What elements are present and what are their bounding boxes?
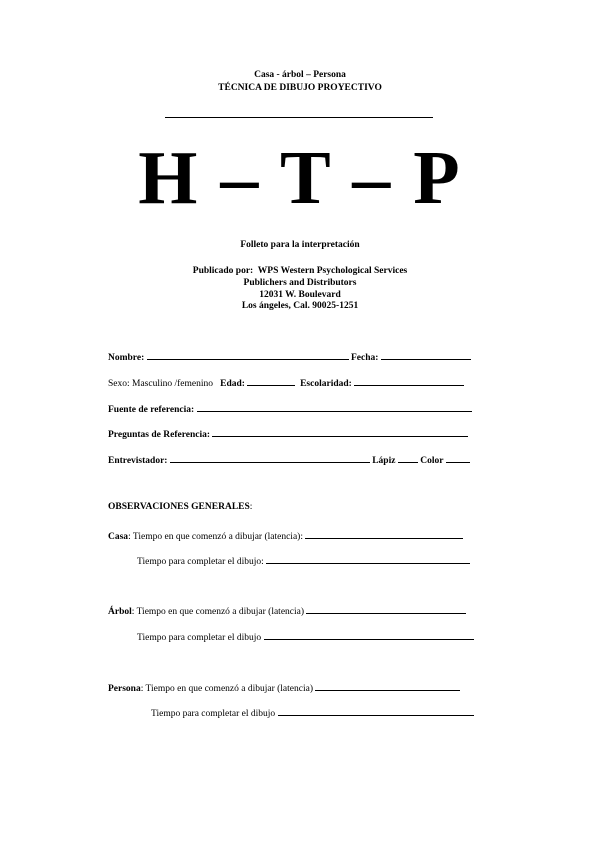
- persona-label: Persona: [108, 684, 141, 694]
- color-label: Color: [420, 456, 444, 466]
- color-field[interactable]: [446, 452, 470, 463]
- row-arbol-complete: [137, 629, 474, 643]
- fuente-field[interactable]: [197, 401, 472, 412]
- entrevistador-label: Entrevistador:: [108, 456, 168, 466]
- fuente-label: Fuente de referencia:: [108, 405, 195, 415]
- casa-label: Casa: [108, 532, 129, 542]
- publisher-line-1: [0, 266, 600, 276]
- persona-latency-field[interactable]: [315, 680, 460, 691]
- observations-heading: [108, 502, 252, 512]
- preguntas-field[interactable]: [212, 426, 468, 437]
- fecha-label: Fecha:: [350, 353, 379, 363]
- persona-latency-label: : Tiempo en que comenzó a dibujar (latencia): [140, 684, 313, 694]
- lapiz-label: Lápiz: [372, 456, 396, 466]
- nombre-label: Nombre:: [108, 353, 145, 363]
- entrevistador-field[interactable]: [170, 452, 370, 463]
- fecha-field[interactable]: [381, 349, 471, 360]
- main-title: H – T – P: [138, 136, 462, 220]
- nombre-field[interactable]: [147, 349, 349, 360]
- row-fuente: [108, 401, 472, 415]
- arbol-latency-field[interactable]: [306, 603, 466, 614]
- casa-latency-field[interactable]: [305, 528, 463, 539]
- publisher-line-2: Publichers and Distributors: [243, 278, 357, 288]
- row-arbol-latency: [108, 603, 466, 617]
- preguntas-label: Preguntas de Referencia:: [108, 430, 211, 440]
- persona-complete-label: Tiempo para completar el dibujo: [151, 709, 276, 719]
- persona-complete-field[interactable]: [278, 705, 474, 716]
- observations-title: OBSERVACIONES GENERALES: [108, 502, 250, 512]
- observations-title-colon: :: [249, 502, 253, 512]
- header-technique: TÉCNICA DE DIBUJO PROYECTIVO: [218, 83, 382, 93]
- casa-latency-label: : Tiempo en que comenzó a dibujar (latencia):: [128, 532, 303, 542]
- publisher-name: WPS Western Psychological Services: [257, 266, 408, 276]
- sexo-label: Sexo: Masculino /femenino: [108, 379, 214, 389]
- row-nombre: [108, 349, 471, 363]
- row-persona-latency: [108, 680, 460, 694]
- row-casa-latency: [108, 528, 463, 542]
- header-subtitle: Casa - árbol – Persona: [254, 70, 346, 80]
- publisher-line-3: 12031 W. Boulevard: [259, 290, 341, 300]
- edad-label: Edad:: [220, 379, 245, 389]
- casa-complete-label: Tiempo para completar el dibujo:: [137, 557, 264, 567]
- header-divider: [165, 117, 433, 118]
- arbol-complete-field[interactable]: [264, 629, 474, 640]
- edad-field[interactable]: [247, 375, 295, 386]
- escolaridad-label: Escolaridad:: [300, 379, 352, 389]
- row-persona-complete: [151, 705, 474, 719]
- row-entrevistador: [108, 452, 470, 466]
- publisher-label: Publicado por:: [192, 266, 254, 276]
- escolaridad-field[interactable]: [354, 375, 464, 386]
- lapiz-field[interactable]: [398, 452, 418, 463]
- arbol-latency-label: : Tiempo en que comenzó a dibujar (latencia): [131, 607, 305, 617]
- row-casa-complete: [137, 553, 470, 567]
- casa-complete-field[interactable]: [266, 553, 470, 564]
- row-sexo: [108, 375, 464, 389]
- publisher-line-4: Los ángeles, Cal. 90025-1251: [241, 301, 359, 311]
- row-preguntas: [108, 426, 468, 440]
- booklet-title: Folleto para la interpretación: [240, 240, 360, 250]
- arbol-complete-label: Tiempo para completar el dibujo: [137, 633, 262, 643]
- arbol-label: Árbol: [108, 607, 132, 617]
